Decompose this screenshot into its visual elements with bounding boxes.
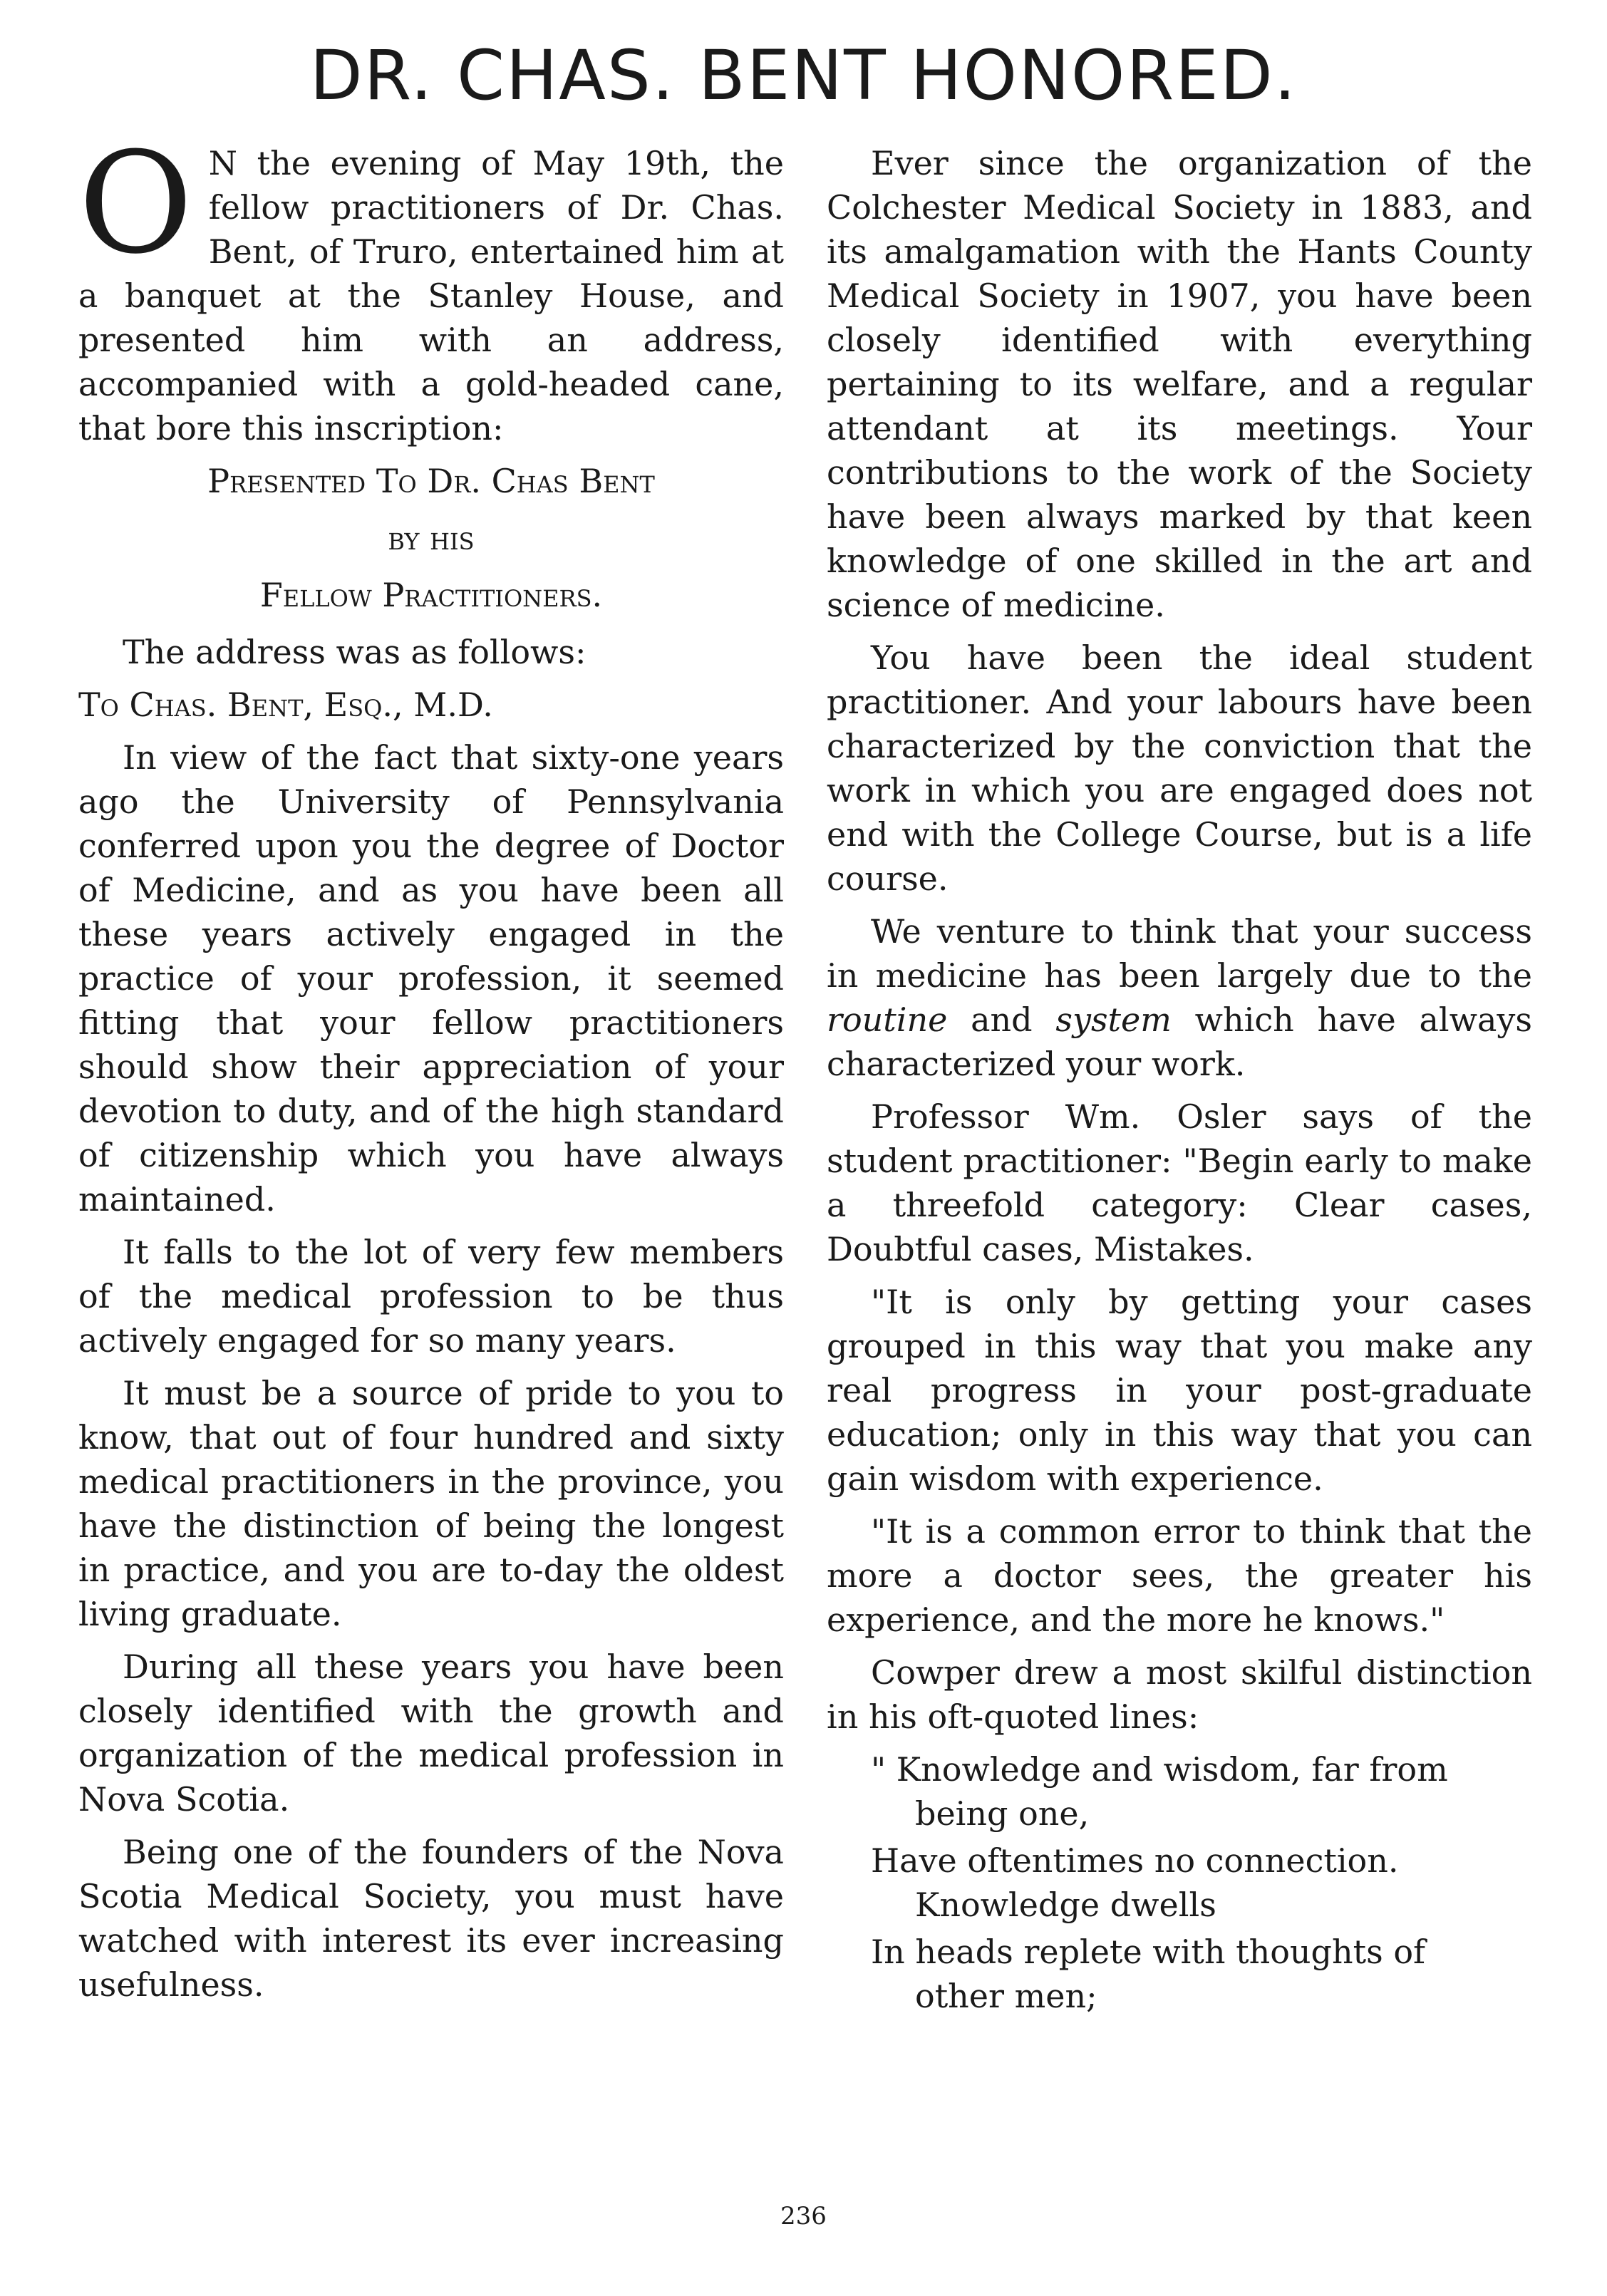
intro-paragraph — [78, 123, 784, 450]
left-column — [78, 123, 784, 2015]
para3-text-after: which have always characterized your work. — [827, 1000, 1532, 1083]
left-paragraph-4: During all these years you have been closely identified with the growth and organization of the medical profession in Nova Scotia. — [78, 1648, 784, 1819]
left-paragraph-3: It must be a source of pride to you to know, that out of four hundred and sixty medical practitioners in the province, you have the distinction of being the longest in practice, and you are to-day the oldest living graduate. — [78, 1374, 784, 1633]
verse-line-3-text: In heads replete with thoughts of — [871, 1933, 1426, 1971]
left-paragraph-2: It falls to the lot of very few members of the medical profession to be thus actively engaged for so many years. — [78, 1233, 784, 1360]
drop-cap: O — [78, 123, 193, 285]
intro-text: N the evening of May 19th, the fellow practitioners of Dr. Chas. Bent, of Truro, entertained him at a banquet at the Stanley House, and presented him with an address, accompanied with a gold-headed cane, that bore this inscription: — [78, 144, 784, 448]
inscription-line-3: Fellow Practitioners. — [259, 576, 603, 614]
right-paragraph-7: Cowper drew a most skilful distinction in his oft-quoted lines: — [827, 1653, 1532, 1736]
right-paragraph-2: You have been the ideal student practitioner. And your labours have been characterized by the conviction that the work in which you are engaged does not end with the College Course, but is a life course. — [827, 638, 1532, 898]
article-title: DR. CHAS. BENT HONORED. — [309, 36, 1298, 115]
cane-inscription — [78, 459, 784, 617]
address-intro: The address was as follows: — [123, 633, 587, 671]
right-paragraph-5: "It is only by getting your cases grouped in this way that you make any real progress in your post-graduate education; only in this way that you can gain wisdom with experience. — [827, 1283, 1532, 1498]
verse-line-2-continuation: Knowledge dwells — [915, 1886, 1216, 1924]
para3-text-before: We venture to think that your success in medicine has been largely due to the — [827, 912, 1532, 995]
verse-line-3-continuation: other men; — [915, 1977, 1097, 2015]
left-paragraph-1: In view of the fact that sixty-one years ago the University of Pennsylvania conferred upon you the degree of Doctor of Medicine, and as you have been all these years actively engaged in the practice of your profession, it seemed fitting that your fellow practitioners should show their appreciation of your devotion to duty, and of the high standard of citizenship which you have always maintained. — [78, 738, 784, 1219]
para3-emphasis-routine: routine — [827, 1000, 948, 1039]
verse-line-1-text: " Knowledge and wisdom, far from — [871, 1750, 1448, 1789]
para3-text-mid: and — [947, 1000, 1056, 1039]
verse-line-2-text: Have oftentimes no connection. — [871, 1841, 1399, 1880]
cowper-verse — [827, 1747, 1532, 2018]
inscription-line-1: Presented To Dr. Chas Bent — [207, 462, 655, 500]
verse-line-2 — [827, 1839, 1532, 1927]
right-paragraph-4: Professor Wm. Osler says of the student practitioner: "Begin early to make a threefold category: Clear cases, Doubtful cases, Mistakes. — [827, 1097, 1532, 1268]
verse-line-1-continuation: being one, — [915, 1794, 1090, 1833]
verse-line-3 — [827, 1930, 1532, 2018]
left-paragraph-5: Being one of the founders of the Nova Scotia Medical Society, you must have watched with interest its ever increasing usefulness. — [78, 1833, 784, 2004]
page-number: 236 — [780, 2202, 827, 2230]
right-paragraph-3 — [827, 909, 1532, 1086]
right-column — [827, 141, 1532, 2021]
right-paragraph-1: Ever since the organization of the Colchester Medical Society in 1883, and its amalgamation with the Hants County Medical Society in 1907, you have been closely identified with everything pertaining to its welfare, and a regular attendant at its meetings. Your contributions to the work of the Society have been always marked by that keen knowledge of one skilled in the art and science of medicine. — [827, 144, 1532, 624]
para3-emphasis-system: system — [1055, 1000, 1172, 1039]
right-paragraph-6: "It is a common error to think that the more a doctor sees, the greater his experience, and the more he knows." — [827, 1512, 1532, 1639]
verse-line-1 — [827, 1747, 1532, 1836]
inscription-line-2: by his — [388, 519, 475, 557]
address-salutation: To Chas. Bent, Esq., M.D. — [78, 686, 493, 724]
